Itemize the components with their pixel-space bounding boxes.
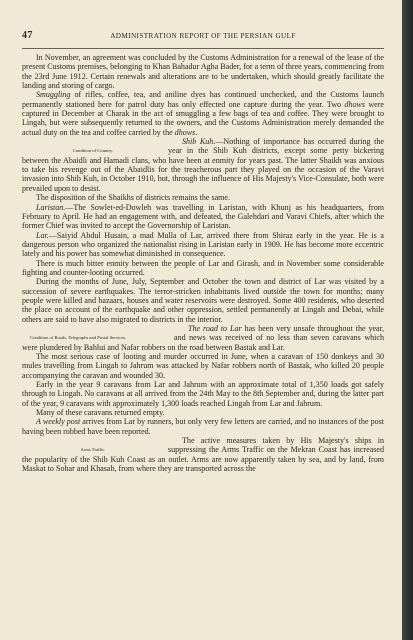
paragraph-returned-empty: Many of these caravans returned empty. (36, 408, 165, 418)
run-in-heading: Laristan. (36, 202, 66, 212)
running-title: ADMINISTRATION REPORT OF THE PERSIAN GULF (110, 32, 296, 40)
paragraph-shib-kuh (22, 137, 384, 193)
paragraph-text: The active measures taken by His Majesty's ships in suppressing the Arms Traffic on the Mekran Coast has increased the popularity of the Shib Kuh Coast as an outlet. Arms are now apparently taken by sea, and by land, from Maskat to Sohar and Khasab, from where they are transported across the (22, 436, 384, 474)
paragraph-caravans: Early in the year 9 caravans from Lar and Jahrum with an approximate total of 1,350 loads got safely through to Lingah. No caravans at all arrived from the 24th May to the 8th September and, during the latter part of the year, 9 caravans with approximately 1,300 loads reached Lingah from Lar and Jahrum. (22, 380, 384, 408)
paragraph-weekly-post (22, 417, 384, 436)
page-header (22, 30, 384, 42)
run-in-heading: A weekly post (36, 417, 81, 427)
paragraph-road-to-lar (22, 324, 384, 352)
margin-note-condition-country: Condition of Country. (72, 148, 114, 154)
paragraph-enmity: There is much bitter enmity between the people of Lar and Girash, and in November some considerable fighting and counter-looting occurred. (22, 258, 384, 277)
paragraph-earthquakes: During the months of June, July, September and October the town and district of Lar was visited by a succession of severe earthquakes. The terror-stricken inhabitants lived outside the town for months; many people were killed and bazaars, houses and water reservoirs were destroyed. Some 400 residents, who deserted the place on account of the earthquake and other oppression, settled permanently at Lingah and Debai, while others are said to have also migrated to districts in the interior. (22, 277, 384, 324)
paragraph-arms-traffic (22, 436, 384, 473)
paragraph-text: —The Sowlet-ed-Dowleh was travelling in Laristan, with Khunj as his headquarters, from February to April. He had an engagement with, and defeated, the Galehdari and Varavi Chiefs, after which the former Chief was invited to accept the Governorship of Laristan. (22, 202, 384, 231)
paragraph-text: —Saiyid Abdul Husain, a mad Mulla of Lar, arrived there from Shiraz early in the year. He is a dangerous person who organized the nationalist rising in Laristan early in 1909. He has become more eccentric lately and his power has somewhat diminished in consequence. (22, 230, 384, 259)
paragraph-customs-lease: In November, an agreement was concluded by the Customs Administration for a renewal of the lease of the present Customs premises, belonging to Khan Bahadur Agha Bader, for a term of three years, commencing from the 23rd June 1912. Certain renewals and alterations are to be undertaken, which should greatly facilitate the landing and storing of cargo. (22, 53, 384, 91)
paragraph-laristan (22, 203, 384, 231)
margin-note-arms-traffic: Arms Traffic. (80, 447, 106, 453)
paragraph-text: —Nothing of importance has occurred during the year in the Shib Kuh districts, except some petty bickering between the Abaidli and Hamadi clans, who have been at enmity for years past. The latter Shaikh was anxious to take his revenge out of the Abaidlis for the treacherous part they played on the occasion of the Varavi invasion into Shib Kuh, in October 1910, but, through the influence of His Majesty's Vice-Consulate, both were prevailed upon to desist. (22, 137, 384, 193)
paragraph-shaikhs: The disposition of the Shaikhs of districts remains the same. (36, 193, 230, 203)
run-in-heading: Smuggling (36, 90, 71, 100)
paragraph-text: were captured in December at Charak in the act of smuggling a few bags of tea and coffee. They were brought to Lingah, but were subsequently returned to the owners, and the Customs Administration merely demanded the actual duty on the tea and coffee carried by the (22, 99, 384, 137)
paragraph-text: has been very unsafe throughout the year, and news was received of no less than seven caravans which were plundered by Bahlui and Nafar robbers on the road between Bastak and Lar. (22, 323, 384, 352)
italic-term: dhows (344, 99, 365, 109)
scan-background-edge (402, 0, 413, 640)
paragraph-looting: The most serious case of looting and murder occurred in June, when a caravan of 150 donkeys and 30 mules travelling from Lingah to Jahrum was attacked by Nafar robbers north of Bastak, who killed 20 people accompanying the caravan and wounded 30. (22, 352, 384, 380)
paragraph-smuggling (22, 90, 384, 137)
paragraph-lar (22, 231, 384, 259)
header-rule (22, 48, 384, 49)
paragraph-text: of rifles, coffee, tea, and aniline dyes has continued unchecked, and the Customs launch permanently stationed here for patrol duty has only effected one capture during the year. Two (22, 90, 384, 109)
page-number: 47 (22, 30, 33, 41)
paragraph-text: arrives from Lar by runners, but only very few letters are carried, and no instances of the post having been robbed have been reported. (22, 417, 384, 436)
run-in-heading: The road to Lar (188, 323, 242, 333)
run-in-heading: Lar. (36, 230, 49, 240)
run-in-heading: Shib Kuh. (182, 137, 216, 147)
paragraph-text: . (195, 127, 198, 137)
italic-term: dhows (174, 127, 196, 137)
margin-note-condition-roads: Condition of Roads, Telegraphs and Postal Services. (30, 334, 127, 340)
